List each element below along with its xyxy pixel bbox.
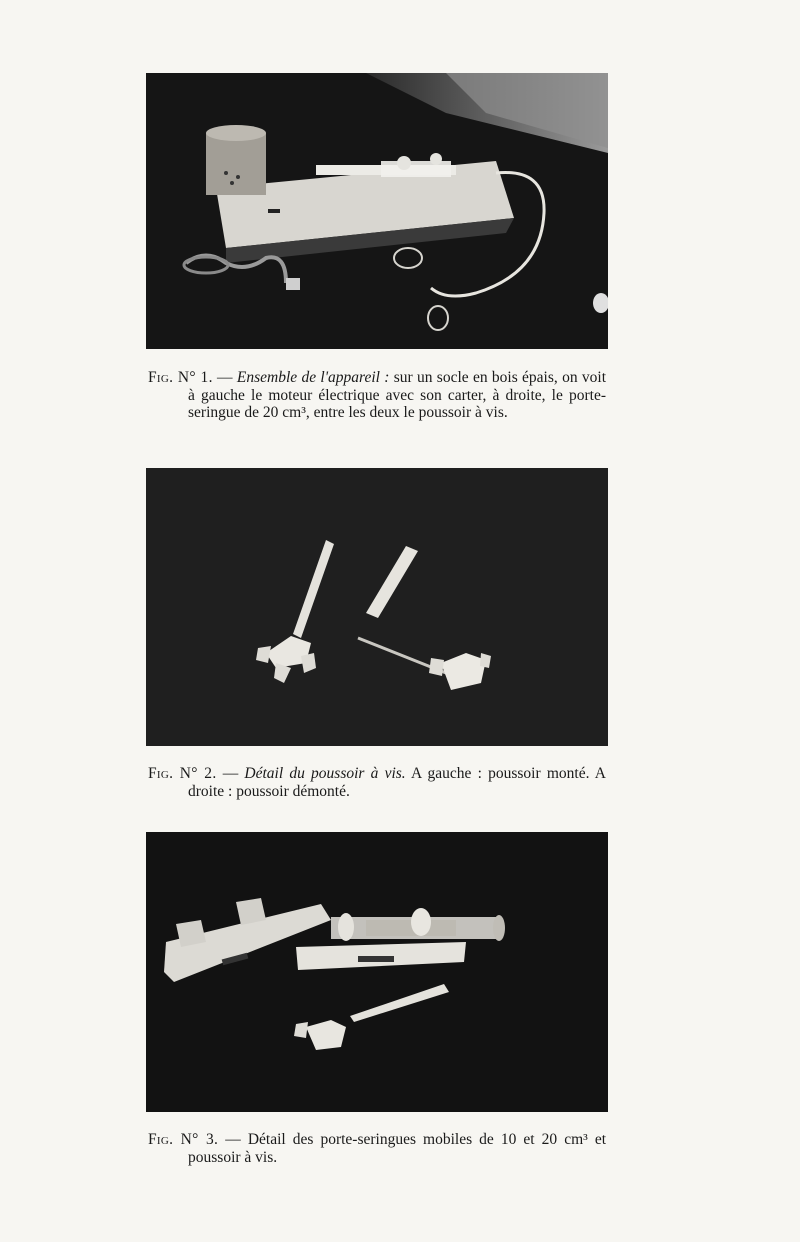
figure-2-caption: Fig. N° 2. — Détail du poussoir à vis. A gauche : poussoir monté. A droite : poussoir démonté. xyxy=(148,765,606,800)
figure-3-text: Détail des porte-seringues mobiles de 10 et 20 cm³ et poussoir à vis. xyxy=(188,1131,607,1166)
figure-2-title: Détail du poussoir à vis. xyxy=(244,765,406,782)
figure-2-photo xyxy=(146,468,608,746)
figure-1-label: Fig. N° 1. xyxy=(148,369,213,386)
figure-1-text: sur un socle en bois épais, on voit à gauche le moteur électrique avec son carter, à droite, le porte-seringue de 20 cm³, entre les deux le poussoir à vis. xyxy=(188,369,607,421)
figure-2-label: Fig. N° 2. xyxy=(148,765,217,782)
figure-1-caption: Fig. N° 1. — Ensemble de l'appareil : sur un socle en bois épais, on voit à gauche le moteur électrique avec son carter, à droite, le porte-seringue de 20 cm³, entre les deux le poussoir à vis. xyxy=(148,369,607,421)
figure-2-text: A gauche : poussoir monté. A droite : poussoir démonté. xyxy=(188,765,606,800)
figure-3-caption: Fig. N° 3. — Détail des porte-seringues mobiles de 10 et 20 cm³ et poussoir à vis. xyxy=(148,1131,607,1166)
figure-1-title: Ensemble de l'appareil : xyxy=(236,369,390,386)
figure-1-photo xyxy=(146,73,608,349)
figure-3-label: Fig. N° 3. xyxy=(148,1131,219,1148)
figure-3-photo xyxy=(146,832,608,1112)
